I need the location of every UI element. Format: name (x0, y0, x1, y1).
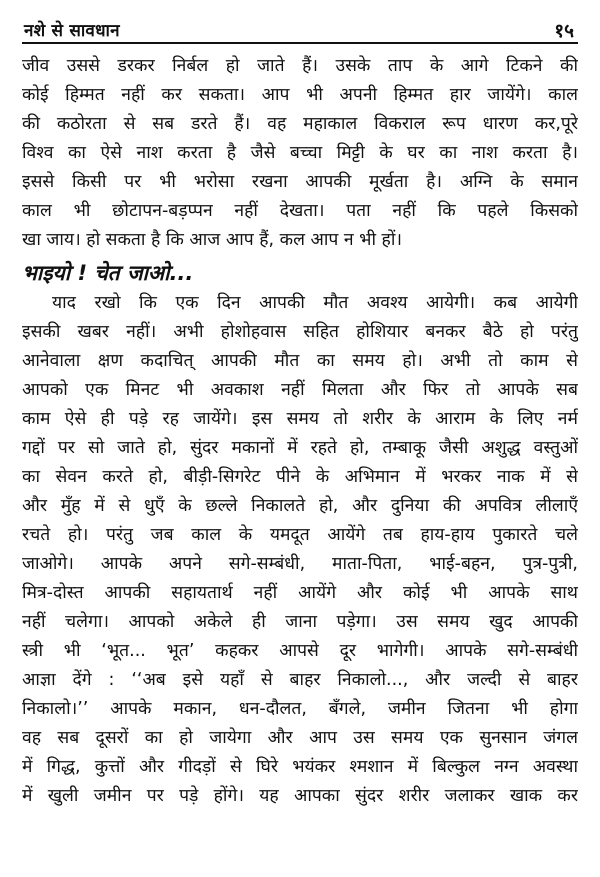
text-line: जाओगे। आपके अपने सगे-सम्बंधी, माता-पिता, भाई-बहन, पुत्र-पुत्री, (22, 554, 578, 574)
text-line: स्त्री भी ‘भूत... भूत’ कहकर आपसे दूर भागेगी। आपके सगे-सम्बंधी (22, 641, 578, 661)
text-line: आपको एक मिनट भी अवकाश नहीं मिलता और फिर तो आपके सब (22, 380, 578, 400)
text-line: आज्ञा देंगे : ‘‘अब इसे यहाँ से बाहर निकालो..., और जल्दी से बाहर (22, 670, 578, 690)
running-title: नशे से सावधान (24, 21, 120, 41)
page-number: १५ (554, 20, 574, 42)
text-line: आनेवाला क्षण कदाचित् आपकी मौत का समय हो। अभी तो काम से (22, 351, 578, 371)
body-text (22, 52, 578, 811)
text-line: में खुली जमीन पर पड़े होंगे। यह आपका सुंदर शरीर जलाकर खाक कर (22, 786, 578, 806)
text-line: रचते हो। परंतु जब काल के यमदूत आयेंगे तब हाय-हाय पुकारते चले (22, 525, 578, 545)
paragraph (22, 289, 578, 811)
text-line: काम ऐसे ही पड़े रह जायेंगे। इस समय तो शरीर के आराम के लिए नर्म (22, 409, 578, 429)
text-line: काल भी छोटापन-बड़प्पन नहीं देखता। पता नहीं कि पहले किसको (22, 201, 578, 221)
text-line: नहीं चलेगा। आपको अकेले ही जाना पड़ेगा। उस समय खुद आपकी (22, 612, 578, 632)
text-line: मित्र-दोस्त आपकी सहायतार्थ नहीं आयेंगे और कोई भी आपके साथ (22, 583, 578, 603)
text-line: याद रखो कि एक दिन आपकी मौत अवश्य आयेगी। कब आयेगी (52, 293, 578, 313)
page-header (22, 14, 578, 44)
text-line: खा जाय। हो सकता है कि आज आप हैं, कल आप न भी हों। (22, 230, 403, 250)
text-line: इसकी खबर नहीं। अभी होशोहवास सहित होशियार बनकर बैठे हो परंतु (22, 322, 578, 342)
text-line: विश्व का ऐसे नाश करता है जैसे बच्चा मिट्टी के घर का नाश करता है। (22, 143, 578, 163)
text-line: वह सब दूसरों का हो जायेगा और आप उस समय एक सुनसान जंगल (22, 728, 578, 748)
section-heading: भाइयो ! चेत जाओ... (22, 261, 194, 285)
text-line: और मुँह में से धुएँ के छल्ले निकालते हो, और दुनिया की अपवित्र लीलाएँ (22, 496, 578, 516)
text-line: में गिद्ध, कुत्तों और गीदड़ों से घिरे भयंकर श्मशान में बिल्कुल नग्न अवस्था (22, 757, 578, 777)
text-line: कोई हिम्मत नहीं कर सकता। आप भी अपनी हिम्मत हार जायेंगे। काल (22, 85, 578, 105)
text-line: जीव उससे डरकर निर्बल हो जाते हैं। उसके ताप के आगे टिकने की (22, 56, 578, 76)
text-line: की कठोरता से सब डरते हैं। वह महाकाल विकराल रूप धारण कर,पूरे (22, 114, 578, 134)
paragraph (22, 52, 578, 255)
text-line: का सेवन करते हो, बीड़ी-सिगरेट पीने के अभिमान में भरकर नाक में से (22, 467, 578, 487)
text-line: गद्दों पर सो जाते हो, सुंदर मकानों में रहते हो, तम्बाकू जैसी अशुद्ध वस्तुओं (22, 438, 578, 458)
text-line: निकालो।’’ आपके मकान, धन-दौलत, बँगले, जमीन जितना भी होगा (22, 699, 578, 719)
text-line: इससे किसी पर भी भरोसा रखना आपकी मूर्खता है। अग्नि के समान (22, 172, 578, 192)
